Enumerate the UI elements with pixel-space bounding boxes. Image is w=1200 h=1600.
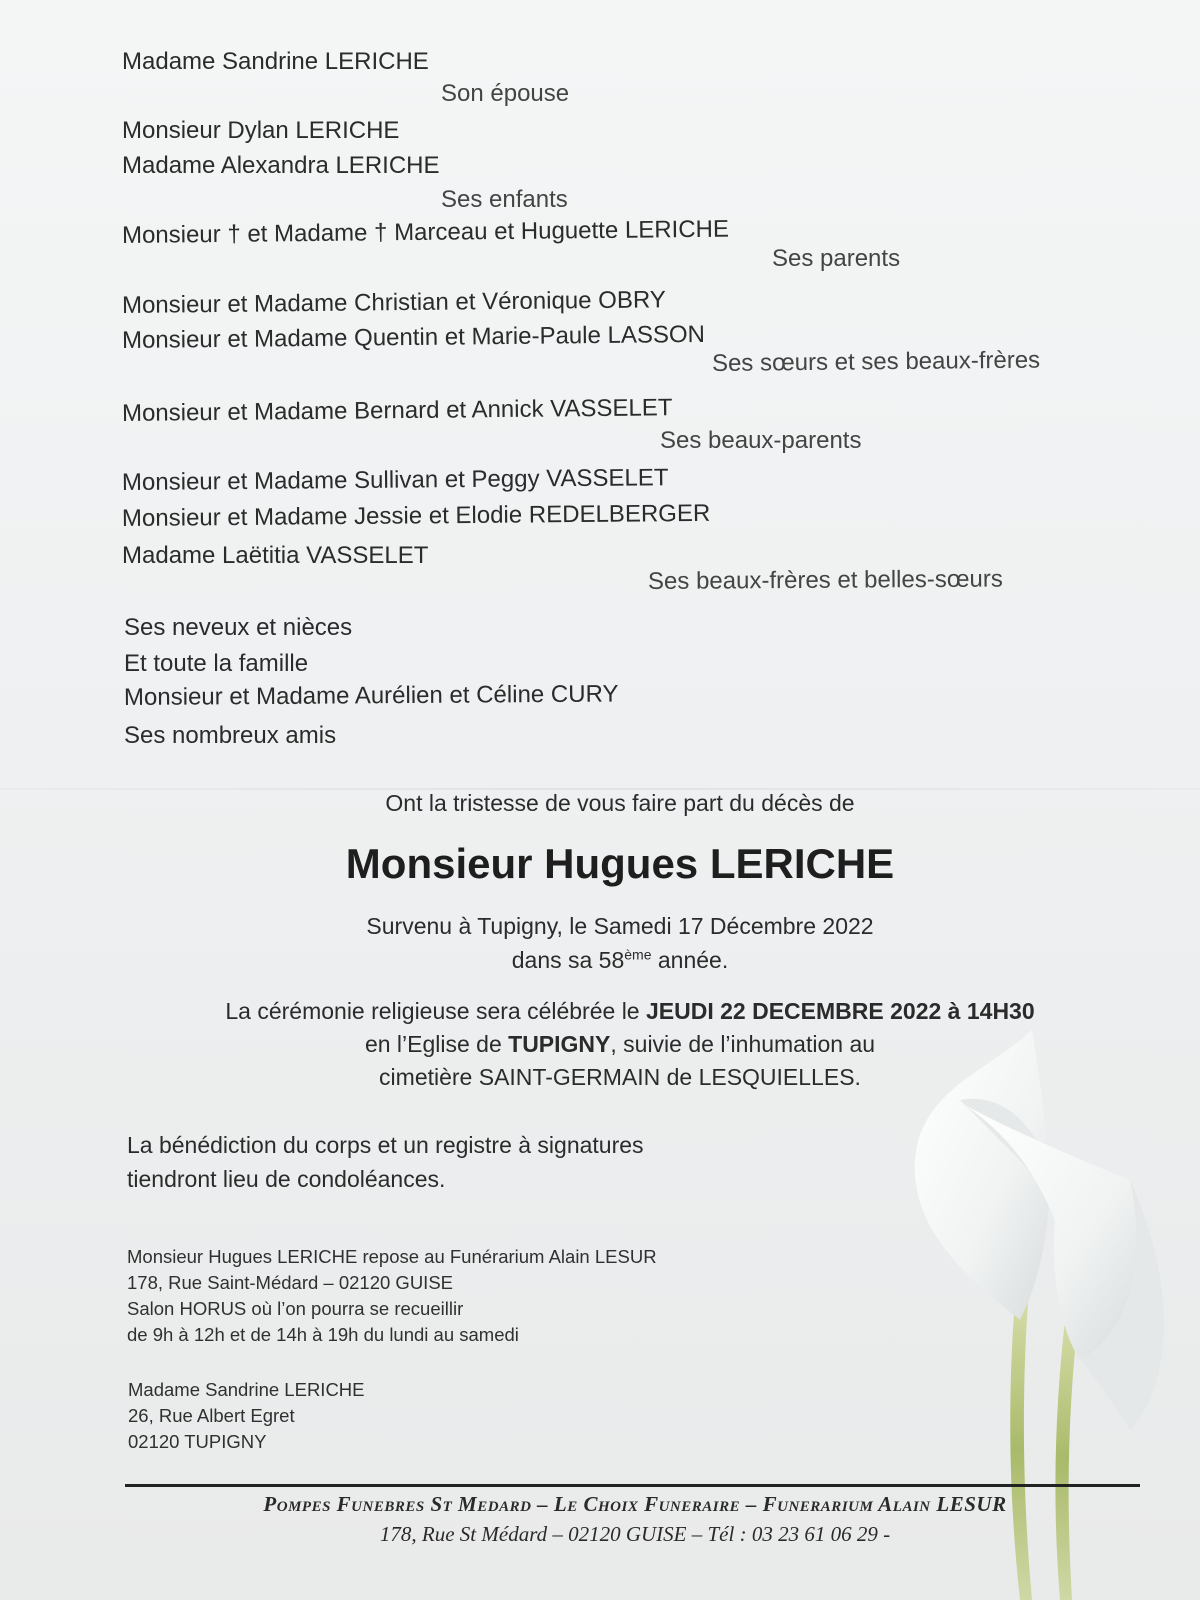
- deceased-name: Monsieur Hugues LERICHE: [345, 840, 895, 887]
- age-suffix: année.: [651, 947, 729, 973]
- bil-3: Madame Laëtitia VASSELET: [122, 542, 429, 569]
- children-relation: Ses enfants: [441, 186, 568, 213]
- bil-2: Monsieur et Madame Jessie et Elodie REDELBERGER: [121, 499, 711, 532]
- sister-2: Monsieur et Madame Quentin et Marie-Paule LASSON: [121, 320, 706, 354]
- address-name: Madame Sandrine LERICHE: [128, 1379, 365, 1400]
- wife-relation: Son épouse: [441, 80, 570, 107]
- child-1: Monsieur Dylan LERICHE: [122, 117, 400, 144]
- other-4: Ses nombreux amis: [124, 722, 337, 749]
- footer-contact: 178, Rue St Médard – 02120 GUISE – Tél : 03 23 61 06 29 -: [379, 1522, 891, 1546]
- footer-rule: [125, 1484, 1140, 1487]
- other-1: Ses neveux et nièces: [124, 614, 353, 641]
- church-suffix: , suivie de l’inhumation au: [610, 1031, 876, 1057]
- condolences-2: tiendront lieu de condoléances.: [127, 1166, 446, 1192]
- ceremony-date: JEUDI 22 DECEMBRE 2022 à 14H30: [646, 998, 1035, 1024]
- ceremony-prefix: La cérémonie religieuse sera célébrée le: [225, 998, 646, 1024]
- child-2: Madame Alexandra LERICHE: [122, 152, 440, 179]
- sister-1: Monsieur et Madame Christian et Véronique OBRY: [121, 286, 666, 319]
- bil-1: Monsieur et Madame Sullivan et Peggy VASSELET: [121, 464, 669, 496]
- viewing-4: de 9h à 12h et de 14h à 19h du lundi au samedi: [127, 1324, 519, 1345]
- sisters-relation: Ses sœurs et ses beaux-frères: [711, 346, 1041, 377]
- bil-relation: Ses beaux-frères et belles-sœurs: [647, 565, 1003, 595]
- footer-company: Pompes Funebres St Medard – Le Choix Funeraire – Funerarium Alain LESUR: [263, 1492, 1007, 1516]
- viewing-3: Salon HORUS où l’on pourra se recueillir: [127, 1298, 464, 1319]
- other-3: Monsieur et Madame Aurélien et Céline CURY: [123, 680, 619, 711]
- death-date: Survenu à Tupigny, le Samedi 17 Décembre 2022: [366, 913, 874, 939]
- ceremony-line-3: cimetière SAINT-GERMAIN de LESQUIELLES.: [379, 1064, 861, 1090]
- inlaws-name: Monsieur et Madame Bernard et Annick VASSELET: [121, 394, 673, 427]
- parents-name: Monsieur † et Madame † Marceau et Huguette LERICHE: [121, 215, 730, 249]
- church-town: TUPIGNY: [508, 1031, 611, 1057]
- viewing-1: Monsieur Hugues LERICHE repose au Funérarium Alain LESUR: [127, 1246, 657, 1267]
- other-2: Et toute la famille: [124, 650, 309, 677]
- parents-relation: Ses parents: [772, 245, 901, 272]
- condolences-1: La bénédiction du corps et un registre à signatures: [127, 1132, 644, 1158]
- ceremony-line-1: [10, 997, 1200, 1025]
- age-line: [0, 946, 1200, 974]
- inlaws-relation: Ses beaux-parents: [660, 427, 862, 454]
- announcement-intro: Ont la tristesse de vous faire part du décès de: [385, 790, 855, 816]
- church-prefix: en l’Eglise de: [364, 1031, 509, 1057]
- address-city: 02120 TUPIGNY: [128, 1431, 267, 1452]
- viewing-2: 178, Rue Saint-Médard – 02120 GUISE: [127, 1272, 453, 1293]
- wife-name: Madame Sandrine LERICHE: [122, 48, 429, 75]
- address-street: 26, Rue Albert Egret: [128, 1405, 295, 1426]
- age-sup: ème: [624, 946, 652, 963]
- age-prefix: dans sa 58: [511, 947, 625, 973]
